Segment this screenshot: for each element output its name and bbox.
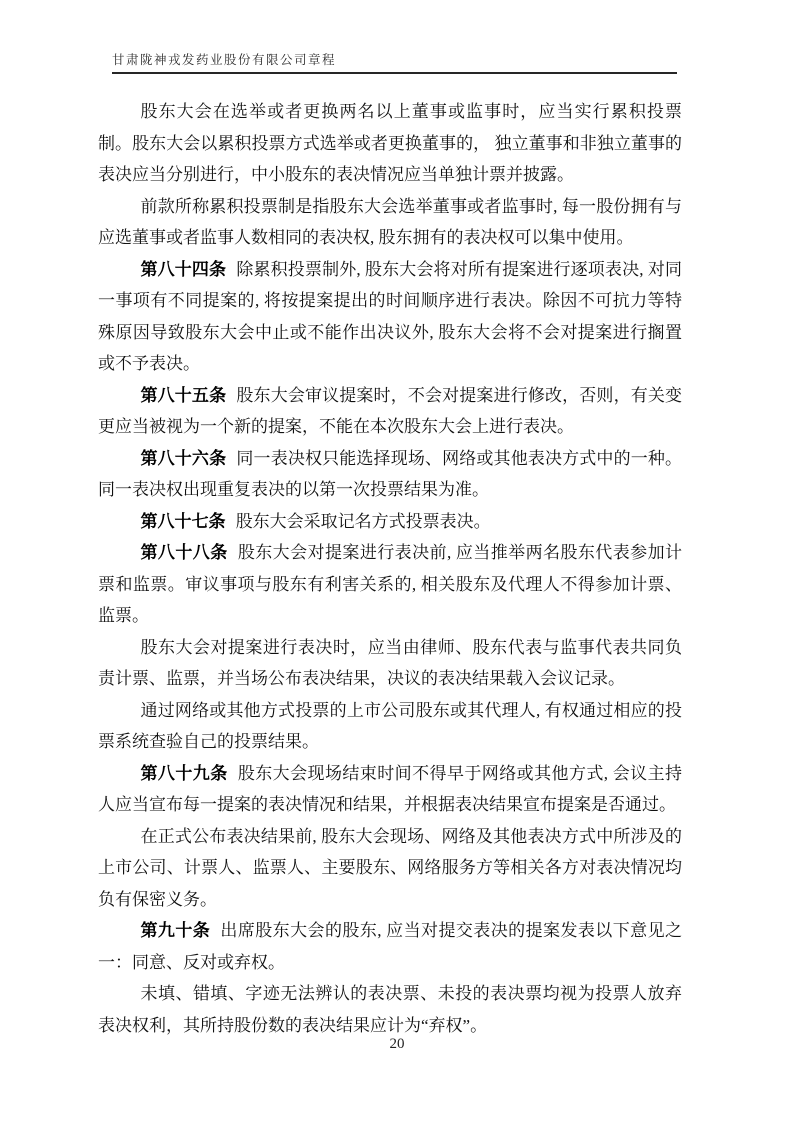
body-paragraph: [98, 821, 682, 916]
body-paragraph: [98, 191, 682, 254]
page-header: [112, 50, 677, 74]
paragraph-text: 股东大会审议提案时，不会对提案进行修改，否则，有关变更应当被视为一个新的提案，不能在本次股东大会上进行表决。: [98, 385, 682, 436]
paragraph-text: 股东大会采取记名方式投票表决。: [235, 511, 491, 531]
page-footer: [0, 1036, 794, 1053]
article-paragraph: [98, 254, 682, 380]
article-paragraph: [98, 443, 682, 506]
paragraph-text: 未填、错填、字迹无法辨认的表决票、未投的表决票均视为投票人放弃表决权利，其所持股份数的表决结果应计为“弃权”。: [98, 984, 682, 1035]
article-number: 第八十五条: [140, 385, 227, 405]
document-body: [98, 96, 682, 1041]
article-paragraph: [98, 380, 682, 443]
page-number: 20: [389, 1036, 405, 1052]
paragraph-text: 同一表决权只能选择现场、网络或其他表决方式中的一种。同一表决权出现重复表决的以第一次投票结果为准。: [98, 448, 682, 499]
article-paragraph: [98, 537, 682, 632]
body-paragraph: [98, 632, 682, 695]
article-number: 第八十四条: [140, 259, 227, 279]
body-paragraph: [98, 978, 682, 1041]
body-paragraph: [98, 695, 682, 758]
paragraph-text: 股东大会对提案进行表决前, 应当推举两名股东代表参加计票和监票。审议事项与股东有利害关系的, 相关股东及代理人不得参加计票、监票。: [98, 543, 683, 625]
article-paragraph: [98, 758, 682, 821]
article-number: 第八十九条: [140, 763, 228, 783]
paragraph-text: 股东大会现场结束时间不得早于网络或其他方式, 会议主持人应当宣布每一提案的表决情况和结果，并根据表决结果宣布提案是否通过。: [98, 763, 683, 814]
body-paragraph: [98, 96, 682, 191]
paragraph-text: 前款所称累积投票制是指股东大会选举董事或者监事时, 每一股份拥有与应选董事或者监事人数相同的表决权, 股东拥有的表决权可以集中使用。: [98, 196, 682, 247]
article-number: 第八十八条: [140, 543, 228, 562]
paragraph-text: 除累积投票制外, 股东大会将对所有提案进行逐项表决, 对同一事项有不同提案的, 将按提案提出的时间顺序进行表决。除因不可抗力等特殊原因导致股东大会中止或不能作出决议外, 股东大会将不会对提案进行搁置或不予表决。: [98, 259, 683, 373]
paragraph-text: 出席股东大会的股东, 应当对提交表决的提案发表以下意见之一：同意、反对或弃权。: [98, 921, 683, 972]
document-title: 甘肃陇神戎发药业股份有限公司章程: [112, 53, 337, 67]
article-number: 第八十六条: [140, 448, 227, 468]
paragraph-text: 在正式公布表决结果前, 股东大会现场、网络及其他表决方式中所涉及的上市公司、计票人、监票人、主要股东、网络服务方等相关各方对表决情况均负有保密义务。: [98, 826, 682, 909]
article-paragraph: [98, 506, 682, 538]
article-number: 第九十条: [140, 921, 211, 940]
paragraph-text: 通过网络或其他方式投票的上市公司股东或其代理人, 有权通过相应的投票系统查验自己的投票结果。: [98, 700, 682, 751]
article-paragraph: [98, 915, 682, 978]
paragraph-text: 股东大会对提案进行表决时，应当由律师、股东代表与监事代表共同负责计票、监票，并当场公布表决结果，决议的表决结果载入会议记录。: [98, 637, 682, 688]
header-divider: [112, 72, 677, 74]
paragraph-text: 股东大会在选举或者更换两名以上董事或监事时，应当实行累积投票制。股东大会以累积投票方式选举或者更换董事的， 独立董事和非独立董事的表决应当分别进行，中小股东的表决情况应当单独计票并披露。: [98, 102, 682, 184]
article-number: 第八十七条: [140, 511, 226, 531]
